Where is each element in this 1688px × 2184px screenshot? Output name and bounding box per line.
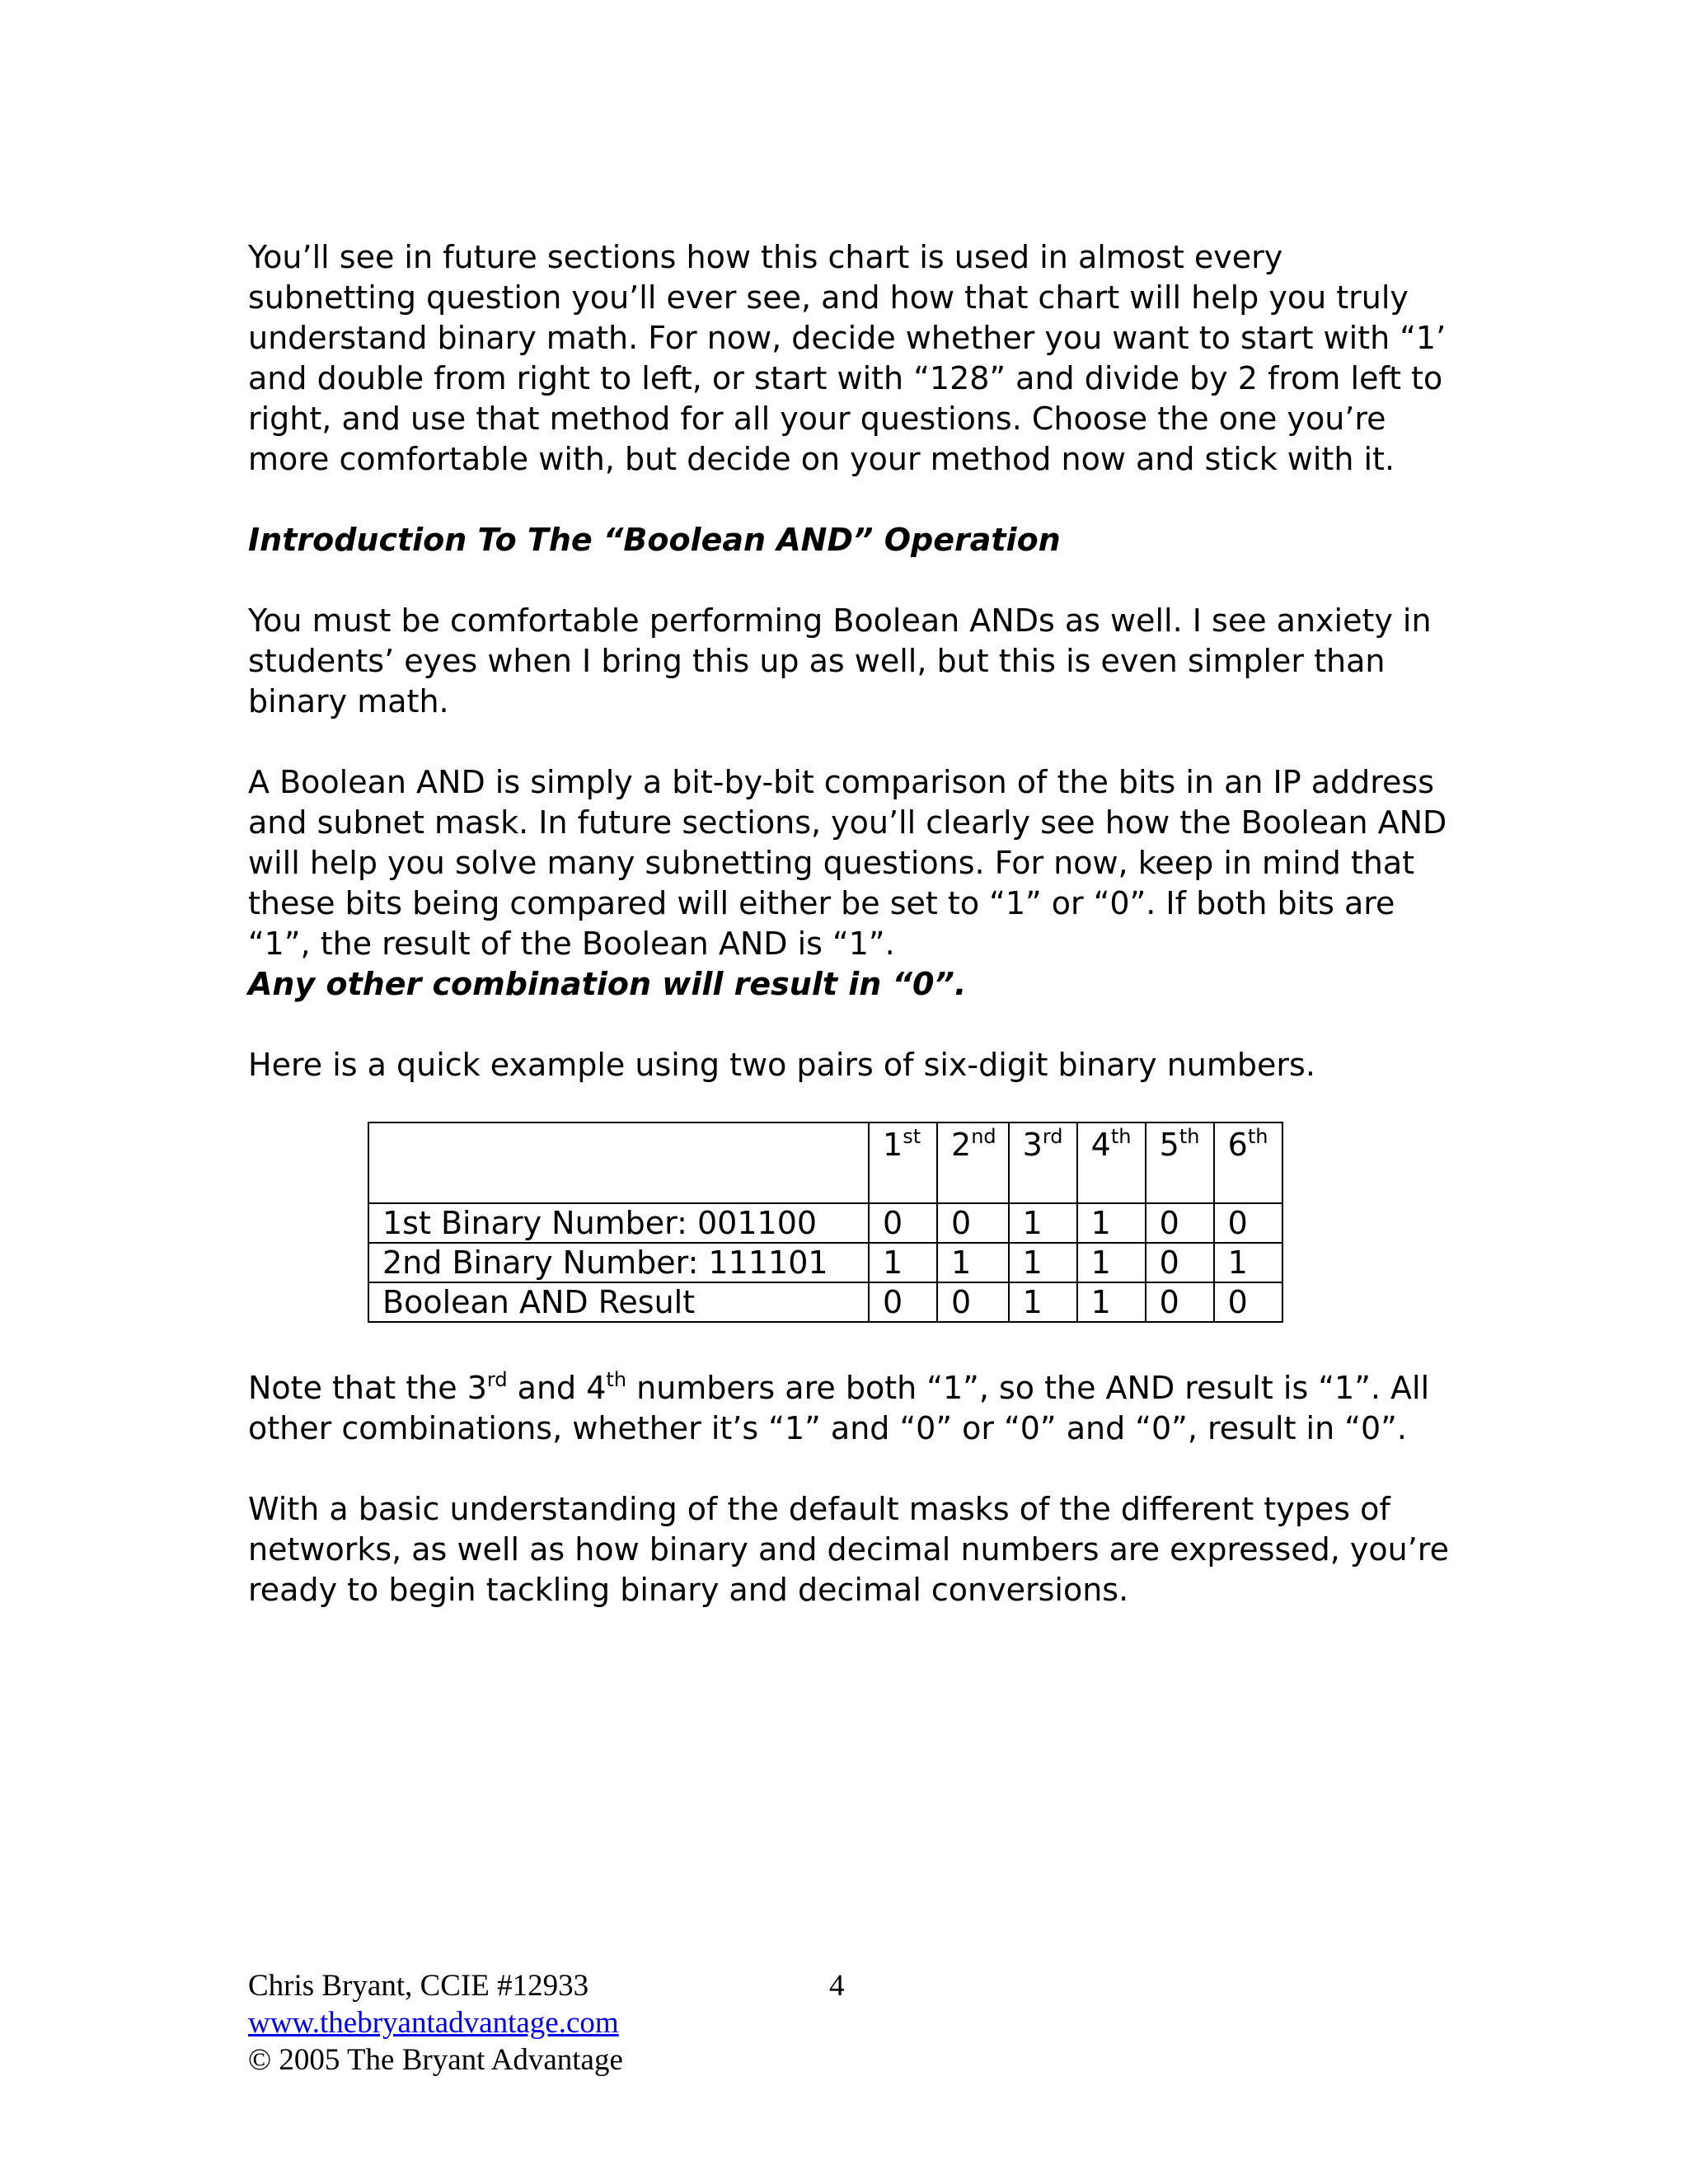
table-row	[368, 1282, 1282, 1322]
bit-cell: 0	[1214, 1282, 1282, 1322]
example-intro: Here is a quick example using two pairs of six-digit binary numbers.	[248, 1047, 1315, 1083]
bit-cell: 0	[869, 1282, 937, 1322]
bit-cell: 1	[1077, 1203, 1146, 1243]
intro-paragraph: You’ll see in future sections how this chart is used in almost every subnetting question you’ll ever see, and how that chart will help you truly understand binary math. For now, decide whether you want to start with “1’ and double from right to left, or start with “128” and divide by 2 from left to right, and use that method for all your questions. Choose the one you’re more comfortable with, but decide on your method now and stick with it.	[248, 239, 1447, 477]
bit-cell: 0	[937, 1203, 1009, 1243]
page-number: 4	[829, 1969, 845, 2003]
table-header-cell: 5th	[1146, 1122, 1214, 1203]
note-paragraph: Note that the 3rd and 4th numbers are both “1”, so the AND result is “1”. All other combinations, whether it’s “1” and “0” or “0” and “0”, result in “0”.	[248, 1368, 1430, 1446]
bit-cell: 1	[1077, 1282, 1146, 1322]
bit-cell: 0	[1146, 1203, 1214, 1243]
page-footer	[248, 1967, 907, 2079]
boolean-definition-emphasis: Any other combination will result in “0”.	[248, 966, 967, 1002]
row-label: 1st Binary Number: 001100	[368, 1203, 869, 1243]
table-row	[368, 1243, 1282, 1282]
row-label: 2nd Binary Number: 111101	[368, 1243, 869, 1282]
section-heading: Introduction To The “Boolean AND” Operation	[248, 522, 1061, 558]
bit-cell: 1	[1214, 1243, 1282, 1282]
table-header-row	[368, 1122, 1282, 1203]
boolean-and-table-wrapper	[368, 1122, 1451, 1323]
bit-cell: 1	[1009, 1282, 1077, 1322]
boolean-definition-text: A Boolean AND is simply a bit-by-bit comparison of the bits in an IP address and subnet mask. In future sections, you’ll clearly see how the Boolean AND will help you solve many subnetting questions. For now, keep in mind that these bits being compared will either be set to “1” or “0”. If both bits are “1”, the result of the Boolean AND is “1”.	[248, 764, 1447, 962]
footer-website-link[interactable]: www.thebryantadvantage.com	[248, 2006, 619, 2040]
document-body	[248, 237, 1451, 1651]
table-header-cell: 4th	[1077, 1122, 1146, 1203]
table-header-empty-cell	[368, 1122, 869, 1203]
table-header-cell: 2nd	[937, 1122, 1009, 1203]
bit-cell: 1	[1077, 1243, 1146, 1282]
boolean-intro-paragraph: You must be comfortable performing Boolean ANDs as well. I see anxiety in students’ eyes when I bring this up as well, but this is even simpler than binary math.	[248, 602, 1432, 719]
boolean-definition-paragraph	[248, 762, 1451, 1005]
table-header-cell: 6th	[1214, 1122, 1282, 1203]
bit-cell: 0	[869, 1203, 937, 1243]
bit-cell: 0	[937, 1282, 1009, 1322]
bit-cell: 1	[1009, 1243, 1077, 1282]
bit-cell: 1	[869, 1243, 937, 1282]
bit-cell: 1	[1009, 1203, 1077, 1243]
bit-cell: 0	[1146, 1282, 1214, 1322]
footer-author: Chris Bryant, CCIE #12933	[248, 1969, 589, 2003]
table-header-cell: 1st	[869, 1122, 937, 1203]
row-label: Boolean AND Result	[368, 1282, 869, 1322]
table-header-cell: 3rd	[1009, 1122, 1077, 1203]
bit-cell: 0	[1214, 1203, 1282, 1243]
bit-cell: 1	[937, 1243, 1009, 1282]
table-row	[368, 1203, 1282, 1243]
bit-cell: 0	[1146, 1243, 1214, 1282]
closing-paragraph: With a basic understanding of the default masks of the different types of networks, as well as how binary and decimal numbers are expressed, you’re ready to begin tackling binary and decimal conversions.	[248, 1491, 1449, 1608]
boolean-and-table	[368, 1122, 1283, 1323]
footer-copyright: © 2005 The Bryant Advantage	[248, 2043, 623, 2077]
